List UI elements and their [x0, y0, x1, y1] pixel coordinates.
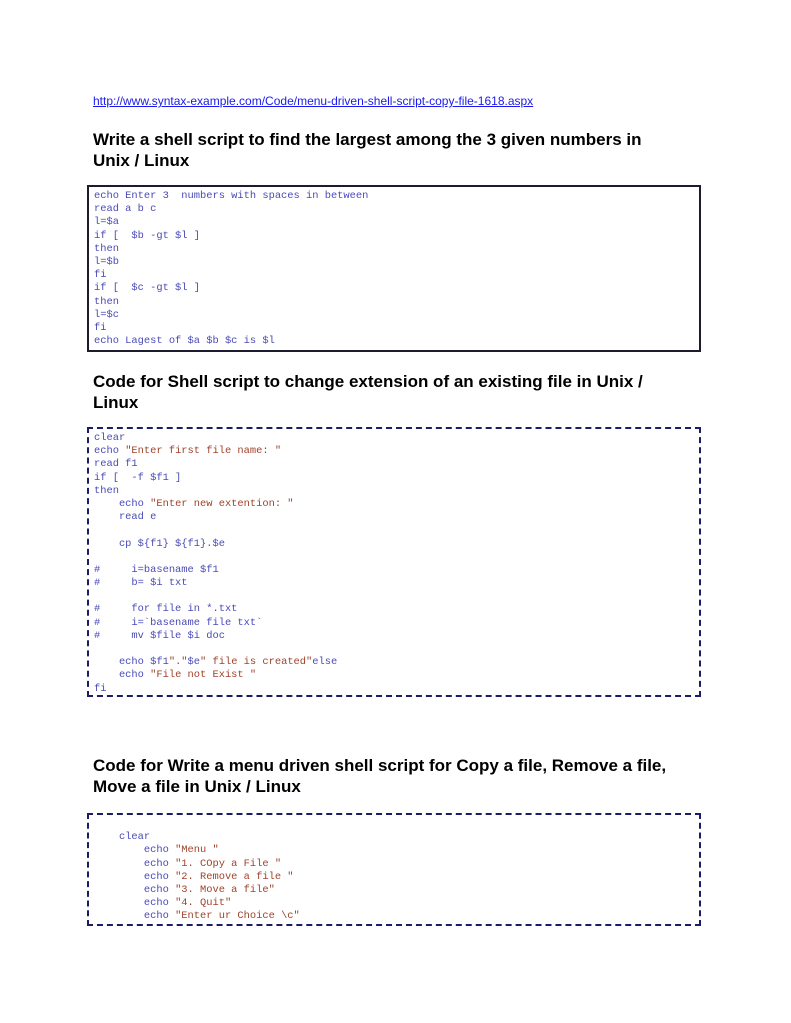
- section-3-heading: [93, 755, 703, 797]
- heading-line: Code for Write a menu driven shell script for Copy a file, Remove a file,: [93, 756, 667, 775]
- code-line: [94, 871, 699, 884]
- code-text: echo $f1: [94, 656, 169, 669]
- code-line: [94, 669, 699, 682]
- code-line: [94, 656, 699, 669]
- code-text: echo: [94, 669, 151, 682]
- code-text: read f1: [94, 458, 138, 471]
- code-line: [94, 551, 699, 564]
- code-text: echo Enter 3 numbers with spaces in between: [94, 190, 369, 202]
- code-line: [94, 577, 699, 590]
- code-text: # b= $i txt: [94, 577, 188, 590]
- code-text: echo: [94, 497, 151, 510]
- code-text: read e: [94, 511, 157, 524]
- source-url-link[interactable]: http://www.syntax-example.com/Code/menu-driven-shell-script-copy-file-1618.aspx: [93, 94, 534, 108]
- code-line: [94, 884, 699, 897]
- code-line: [94, 831, 699, 844]
- code-string: "File not Exist ": [150, 669, 257, 682]
- code-line: [94, 216, 699, 229]
- code-line: [94, 485, 699, 498]
- code-line: [94, 858, 699, 871]
- code-line: [94, 603, 699, 616]
- code-text: echo Lagest of $a $b $c is $l: [94, 335, 275, 348]
- code-text: fi: [94, 269, 107, 282]
- code-string: " file is created": [200, 656, 313, 669]
- code-string: "Enter first file name: ": [125, 445, 282, 458]
- code-line: [94, 203, 699, 216]
- code-text: cp ${f1} ${f1}.$e: [94, 537, 225, 550]
- code-block-menu-driven: [87, 813, 701, 926]
- code-line: [94, 630, 699, 643]
- code-line: [94, 282, 699, 295]
- code-line: [94, 458, 699, 471]
- heading-line: Unix / Linux: [93, 151, 190, 170]
- code-text: read a b c: [94, 203, 157, 216]
- code-line: [94, 190, 699, 203]
- code-line: [94, 564, 699, 577]
- code-line: [94, 445, 699, 458]
- code-string: ".": [168, 656, 188, 669]
- code-line: [94, 538, 699, 551]
- code-string: "Menu ": [175, 844, 219, 857]
- code-line: [94, 524, 699, 537]
- code-text: echo: [94, 857, 176, 870]
- code-text: l=$b: [94, 255, 119, 268]
- code-text: $e: [187, 656, 201, 669]
- code-line: [94, 243, 699, 256]
- code-text: l=$c: [94, 308, 119, 321]
- code-text: fi: [94, 321, 107, 334]
- code-text: then: [94, 484, 119, 497]
- code-text: if [ $c -gt $l ]: [94, 282, 201, 295]
- code-text: echo: [94, 870, 176, 883]
- code-block-largest-number: [87, 185, 701, 352]
- code-block-change-extension: [87, 427, 701, 697]
- heading-line: Linux: [93, 393, 139, 412]
- code-text: else: [312, 656, 338, 669]
- code-line: [94, 432, 699, 445]
- code-line: [94, 590, 699, 603]
- code-text: echo: [94, 910, 176, 923]
- code-string: "2. Remove a file ": [175, 870, 294, 883]
- code-line: [94, 498, 699, 511]
- code-line: [94, 269, 699, 282]
- code-line: [94, 910, 699, 923]
- heading-line: Write a shell script to find the largest among the 3 given numbers in: [93, 130, 642, 149]
- code-text: # mv $file $i doc: [94, 629, 225, 642]
- code-line: [94, 322, 699, 335]
- code-line: [94, 296, 699, 309]
- code-text: if [ $b -gt $l ]: [94, 229, 201, 242]
- code-line: [94, 230, 699, 243]
- heading-line: Move a file in Unix / Linux: [93, 777, 301, 796]
- code-line: [94, 844, 699, 857]
- code-text: then: [94, 295, 119, 308]
- section-2-heading: [93, 371, 703, 413]
- code-string: "3. Move a file": [175, 883, 275, 896]
- code-text: echo: [94, 844, 176, 857]
- code-line: [94, 472, 699, 485]
- code-text: clear: [94, 831, 151, 844]
- code-text: clear: [94, 432, 126, 444]
- code-line: [94, 818, 699, 831]
- code-text: # for file in *.txt: [94, 603, 238, 616]
- code-text: l=$a: [94, 216, 119, 229]
- code-line: [94, 511, 699, 524]
- code-text: # i=`basename file txt`: [94, 616, 263, 629]
- code-text: then: [94, 242, 119, 255]
- code-line: [94, 617, 699, 630]
- code-line: [94, 683, 699, 696]
- code-string: "Enter ur Choice \c": [175, 910, 300, 923]
- code-text: echo: [94, 445, 126, 458]
- code-text: echo: [94, 883, 176, 896]
- code-string: "Enter new extention: ": [150, 497, 294, 510]
- heading-line: Code for Shell script to change extension of an existing file in Unix /: [93, 372, 643, 391]
- code-line: [94, 256, 699, 269]
- code-text: fi: [94, 682, 107, 695]
- code-line: [94, 309, 699, 322]
- code-text: # i=basename $f1: [94, 563, 219, 576]
- code-string: "1. COpy a File ": [175, 857, 282, 870]
- code-text: echo: [94, 897, 176, 910]
- code-line: [94, 335, 699, 348]
- section-1-heading: [93, 129, 703, 171]
- code-string: "4. Quit": [175, 897, 232, 910]
- code-line: [94, 897, 699, 910]
- code-line: [94, 643, 699, 656]
- code-text: if [ -f $f1 ]: [94, 471, 182, 484]
